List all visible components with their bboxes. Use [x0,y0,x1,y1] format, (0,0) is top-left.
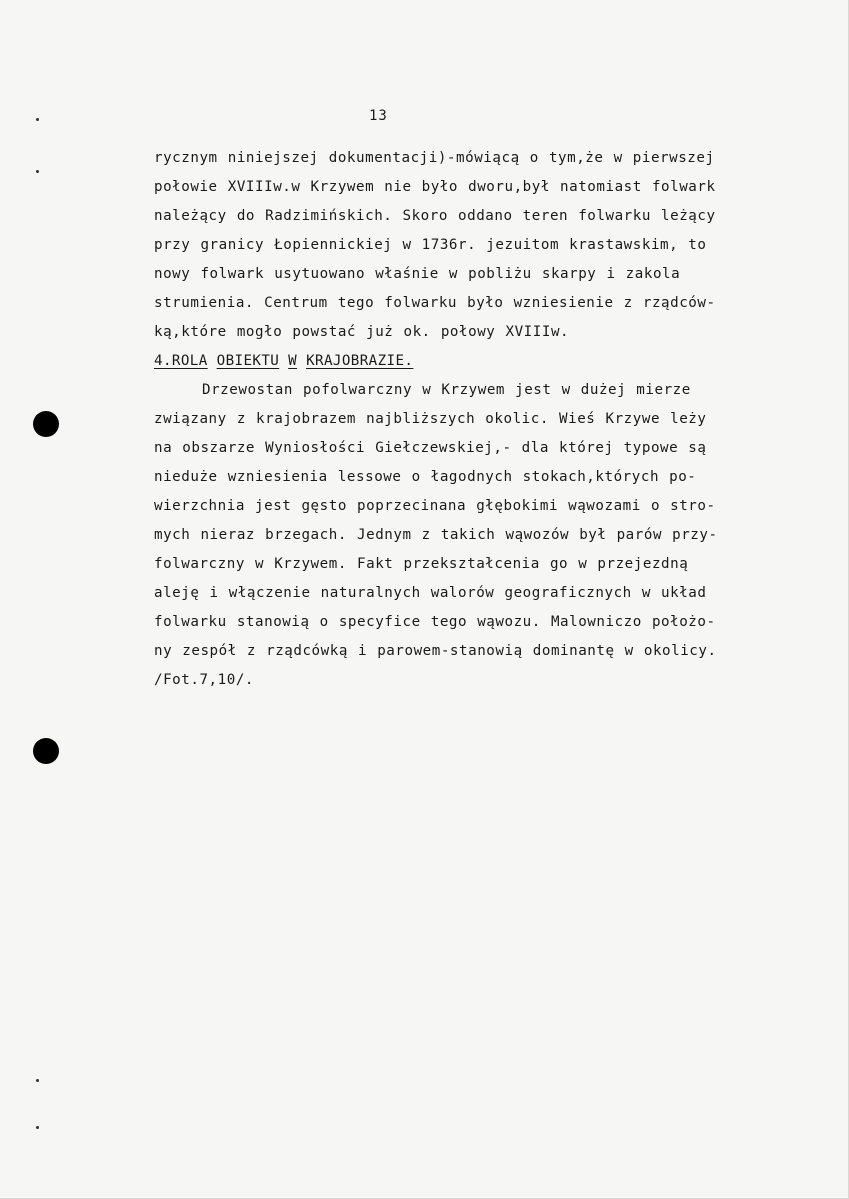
text-line: nieduże wzniesienia lessowe o łagodnych stokach,których po- [154,469,697,485]
heading-word: ROLA [171,353,208,369]
text-line: rycznym niniejszej dokumentacji)-mówiącą o tym,że w pierwszej [154,150,715,166]
paragraph-1 [154,144,794,347]
text-line: aleję i włączenie naturalnych walorów geograficznych w układ [154,585,707,601]
punch-hole-top [33,411,59,437]
heading-word: W [288,353,298,369]
text-line: folwarku stanowią o specyfice tego wąwozu. Malowniczo położo- [154,614,716,630]
punch-hole-bottom [33,738,59,764]
heading-number: 4. [154,353,172,369]
text-line: na obszarze Wyniosłości Giełczewskiej,- dla której typowe są [154,440,707,456]
text-line: strumienia. Centrum tego folwarku było wzniesienie z rządców- [154,295,716,311]
paragraph-2 [154,376,794,695]
heading-word: KRAJOBRAZIE. [306,353,414,369]
margin-mark [36,1126,39,1129]
body-text [154,144,794,695]
text-line: przy granicy Łopiennickiej w 1736r. jezuitom krastawskim, to [154,237,707,253]
text-line: Drzewostan pofolwarczny w Krzywem jest w dużej mierze [202,382,691,398]
text-line: należący do Radzimińskich. Skoro oddano teren folwarku leżący [154,208,716,224]
margin-mark [36,170,39,173]
text-line: związany z krajobrazem najbliższych okolic. Wieś Krzywe leży [154,411,707,427]
text-line: ką,które mogło powstać już ok. połowy XVIIIw. [154,324,570,340]
margin-mark [36,1079,39,1082]
text-line: nowy folwark usytuowano właśnie w pobliżu skarpy i zakola [154,266,681,282]
page-number: 13 [369,108,388,124]
text-line: /Fot.7,10/. [154,672,255,688]
section-heading [154,347,794,376]
text-line: folwarczny w Krzywem. Fakt przekształcenia go w przejezdną [154,556,689,572]
text-line: wierzchnia jest gęsto poprzecinana głębokimi wąwozami o stro- [154,498,716,514]
text-line: mych nieraz brzegach. Jednym z takich wąwozów był parów przy- [154,527,718,543]
margin-mark [36,118,39,121]
text-line: ny zespół z rządcówką i parowem-stanowią dominantę w okolicy. [154,643,717,659]
text-line: połowie XVIIIw.w Krzywem nie było dworu,był natomiast folwark [154,179,716,195]
heading-word: OBIEKTU [216,353,280,369]
